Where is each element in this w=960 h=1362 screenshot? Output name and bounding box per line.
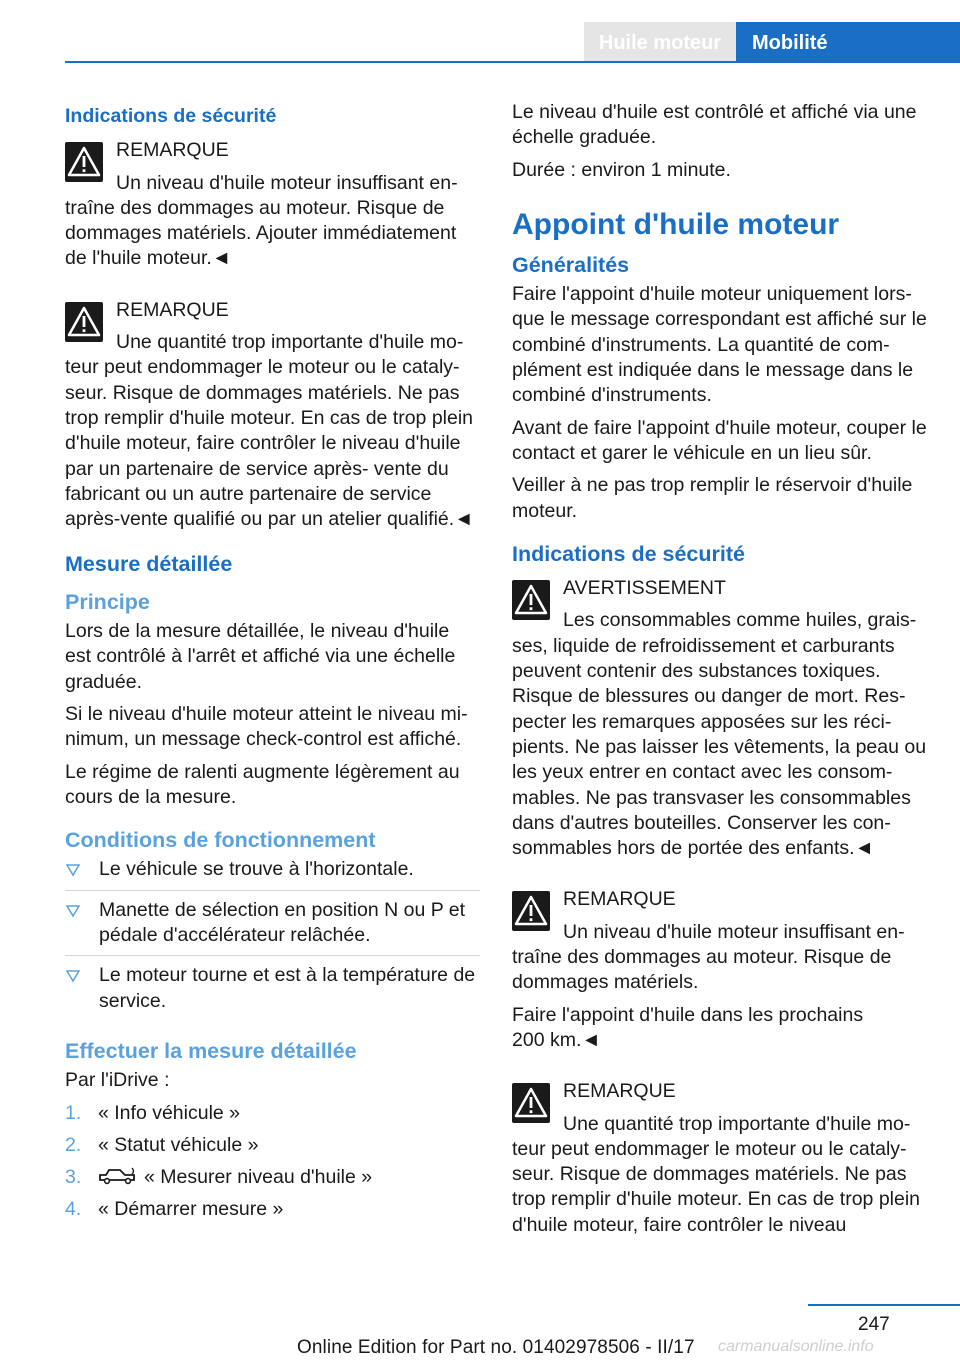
warning-text: Un niveau d'huile moteur insuffisant en‐ — [563, 920, 905, 943]
paragraph: Avant de faire l'appoint d'huile moteur, couper le contact et garer le véhicule en un lieu sûr. — [512, 416, 927, 464]
principle-heading: Principe — [65, 589, 150, 614]
warning-title: REMARQUE — [563, 888, 676, 911]
list-item — [65, 857, 480, 890]
triangle-bullet-icon — [66, 863, 80, 877]
warning-title: REMARQUE — [116, 298, 229, 321]
warning-note — [512, 1079, 932, 1238]
footer-rule — [808, 1304, 960, 1306]
section-tab: Huile moteur — [584, 22, 736, 62]
step-number: 3. — [65, 1166, 82, 1189]
step-text: « Statut véhicule » — [98, 1133, 259, 1156]
warning-triangle-icon — [512, 891, 550, 931]
warning-title: REMARQUE — [116, 139, 229, 162]
list-item — [65, 1101, 480, 1126]
warning-triangle-icon — [512, 1083, 550, 1123]
warning-title: REMARQUE — [563, 1080, 676, 1103]
oil-level-car-icon — [98, 1167, 138, 1185]
list-item-text: Manette de sélection en position N ou P et pédale d'accélérateur relâchée. — [99, 898, 466, 947]
page-number: 247 — [858, 1314, 890, 1335]
conditions-heading: Conditions de fonctionnement — [65, 828, 376, 853]
chapter-tab: Mobilité — [736, 22, 960, 62]
step-number: 2. — [65, 1133, 82, 1156]
paragraph: Veiller à ne pas trop remplir le réservoir d'huile moteur. — [512, 474, 913, 522]
list-item — [65, 1133, 480, 1158]
list-item — [65, 1197, 480, 1222]
perform-measure-heading: Effectuer la mesure détaillée — [65, 1038, 357, 1063]
topup-heading: Appoint d'huile moteur — [512, 207, 840, 241]
triangle-bullet-icon — [66, 904, 80, 918]
step-number: 4. — [65, 1198, 82, 1221]
warning-text-continued: traîne des dommages au moteur. Risque de dommages matériels. Ajouter immédiatement de l'huile moteur.◄ — [65, 196, 457, 270]
warning-text: Les consommables comme huiles, grais‐ — [563, 609, 917, 632]
warning-note — [512, 576, 932, 861]
paragraph: Faire l'appoint d'huile moteur uniquement lors‐ que le message correspondant est affiché sur le combiné d'instruments. La quantité de com‐ plément est indiquée dans le message dans le combiné d'instruments. — [512, 283, 927, 407]
watermark: carmanualsonline.info — [718, 1338, 874, 1355]
edition-note: Online Edition for Part no. 01402978506 - II/17 — [297, 1337, 695, 1358]
warning-text-continued: ses, liquide de refroidissement et carburants peuvent contenir des substances toxiques. Risque de blessures ou danger de mort. Res‐ pecter les remarques apposées sur les réci‐ pients. Ne pas laisser les vêtements, la peau ou les yeux entrer en contact avec les consom‐ mables. Ne pas transvaser les consommables dans d'autres bouteilles. Conserver les con‐ sommables hors de portée des enfants.◄ — [512, 634, 927, 860]
right-column — [512, 100, 932, 1252]
step-number: 1. — [65, 1101, 82, 1124]
paragraph: Durée : environ 1 minute. — [512, 158, 731, 181]
warning-text-continued: teur peut endommager le moteur ou le cataly‐ seur. Risque de dommages matériels. Ne pas trop remplir d'huile moteur. En cas de trop plein d'huile moteur, faire contrôler le niveau d'huile par un partenaire de service après- vente du fabricant ou un autre partenaire de service après-vente qualifié ou par un atelier qualifié.◄ — [65, 356, 474, 531]
list-item — [65, 898, 480, 957]
conditions-list — [65, 857, 480, 1020]
paragraph: Le niveau d'huile est contrôlé et affiché via une échelle graduée. — [512, 101, 917, 149]
warning-text: Une quantité trop importante d'huile mo‐ — [116, 331, 464, 354]
list-item — [65, 963, 480, 1021]
warning-text: Une quantité trop importante d'huile mo‐ — [563, 1112, 911, 1135]
list-item-text: Le véhicule se trouve à l'horizontale. — [99, 858, 414, 881]
warning-triangle-icon — [512, 580, 550, 620]
warning-note — [65, 298, 480, 533]
warning-triangle-icon — [65, 142, 103, 182]
header-rule — [65, 61, 960, 63]
left-column — [65, 100, 480, 1230]
step-text: « Démarrer mesure » — [98, 1198, 284, 1221]
warning-note — [512, 887, 932, 1053]
page-header — [584, 22, 960, 62]
paragraph: Si le niveau d'huile moteur atteint le niveau mi‐ nimum, un message check-control est affiché. — [65, 702, 468, 751]
step-text: « Info véhicule » — [98, 1101, 241, 1124]
paragraph: Par l'iDrive : — [65, 1069, 170, 1092]
detailed-measure-heading: Mesure détaillée — [65, 552, 233, 577]
list-item — [65, 1165, 480, 1190]
safety-heading-right: Indications de sécurité — [512, 541, 745, 566]
paragraph: Le régime de ralenti augmente légèrement au cours de la mesure. — [65, 760, 460, 808]
list-item-text: Le moteur tourne et est à la température de service. — [99, 964, 476, 1012]
warning-text: Un niveau d'huile moteur insuffisant en‐ — [116, 171, 458, 194]
steps-list — [65, 1101, 480, 1223]
paragraph: Lors de la mesure détaillée, le niveau d'huile est contrôlé à l'arrêt et affiché via une échelle graduée. — [65, 620, 456, 693]
step-text: « Mesurer niveau d'huile » — [144, 1166, 373, 1189]
triangle-bullet-icon — [66, 969, 80, 983]
general-heading: Généralités — [512, 252, 630, 277]
warning-triangle-icon — [65, 302, 103, 342]
safety-heading-left: Indications de sécurité — [65, 105, 277, 127]
warning-title: AVERTISSEMENT — [563, 577, 726, 600]
warning-note — [65, 138, 480, 271]
warning-text-continued: traîne des dommages au moteur. Risque de dommages matériels. — [512, 946, 892, 994]
warning-text-continued: teur peut endommager le moteur ou le cataly‐ seur. Risque de dommages matériels. Ne pas trop remplir d'huile moteur. En cas de trop plein d'huile moteur, faire contrôler le niveau — [512, 1137, 921, 1236]
warning-text-extra: Faire l'appoint d'huile dans les prochains 200 km.◄ — [512, 1003, 864, 1051]
